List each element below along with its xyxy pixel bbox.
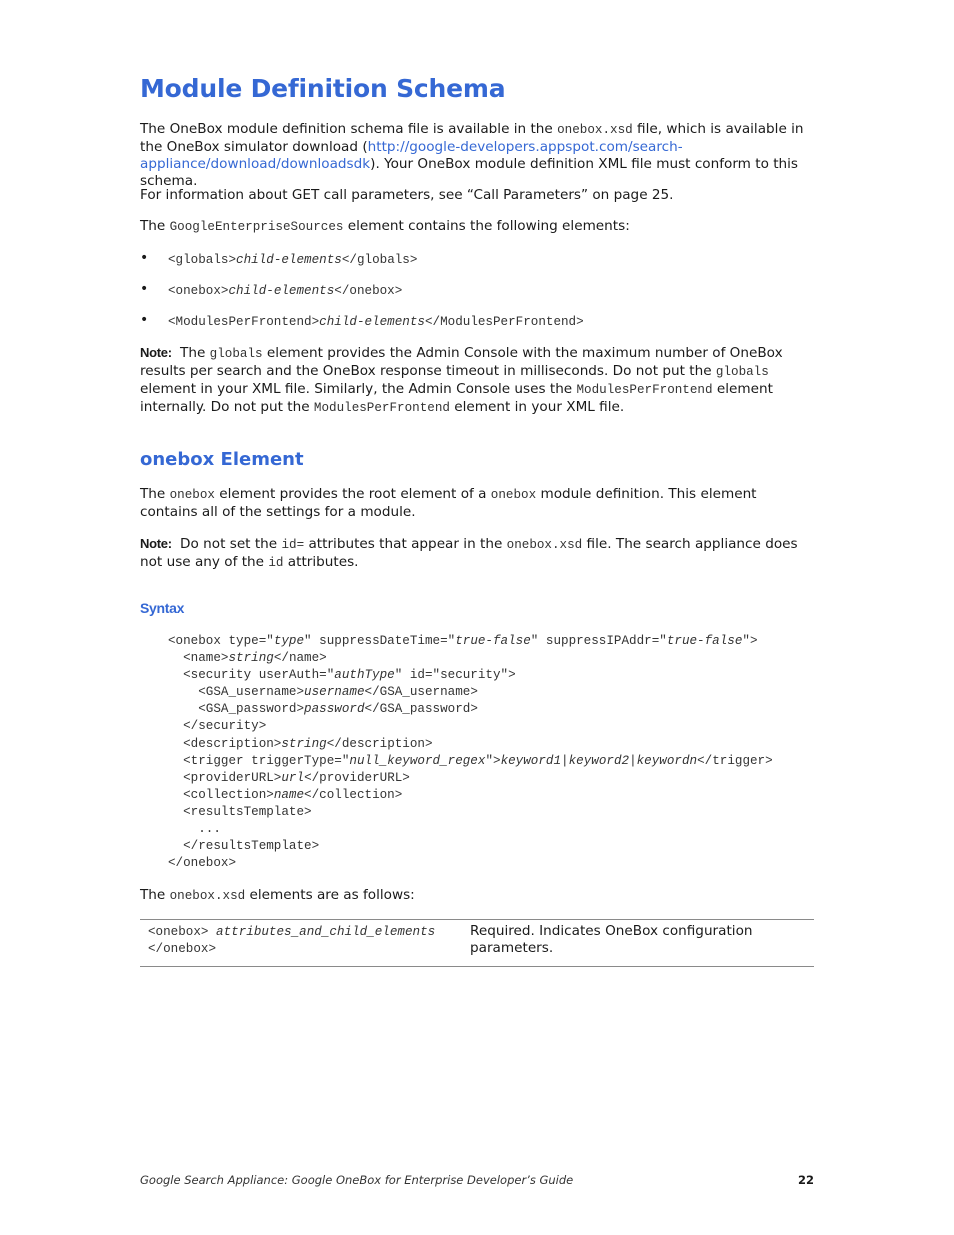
note-globals — [140, 344, 814, 417]
code-close-tag: </onebox> — [148, 942, 217, 956]
code-placeholder: attributes_and_child_elements — [216, 925, 436, 939]
code-placeholder: url — [281, 770, 305, 785]
code-line — [168, 702, 478, 716]
code-text: <onebox type=" — [168, 634, 274, 648]
code-placeholder: type — [273, 634, 305, 648]
code-placeholder: username — [304, 685, 365, 700]
code-text: ... — [168, 822, 221, 837]
code-line — [168, 856, 236, 870]
note-text: element internally. Do not put the — [140, 381, 773, 415]
note-text: attributes that appear in the — [304, 536, 507, 552]
code-line — [168, 685, 478, 699]
inline-code: onebox.xsd — [557, 123, 633, 137]
elements-intro-paragraph — [140, 218, 814, 236]
inline-code: globals — [209, 347, 263, 361]
code-open-tag: <globals> — [168, 253, 237, 267]
code-line — [168, 788, 402, 802]
code-open-tag: <ModulesPerFrontend> — [168, 315, 320, 329]
onebox-paragraph — [140, 486, 814, 521]
note-text: element in your XML file. Similarly, the Admin Console uses the — [140, 381, 577, 397]
section-heading: onebox Element — [140, 449, 304, 470]
code-line — [168, 839, 319, 853]
code-line — [168, 754, 773, 768]
text: module definition. This element contains all of the settings for a module. — [140, 486, 757, 520]
code-text: </providerURL> — [304, 770, 410, 785]
inline-code: onebox — [169, 488, 215, 502]
syntax-code-block — [168, 633, 773, 872]
code-open-tag: <onebox> — [148, 925, 217, 939]
text: The — [140, 887, 170, 903]
note-text: element provides the Admin Console with the maximum number of OneBox results per search and the OneBox response timeout in milliseconds. Do not put the — [140, 345, 783, 379]
code-text: </collection> — [304, 787, 403, 802]
code-line — [168, 634, 758, 648]
note-label: Note: — [140, 536, 172, 551]
code-text: <collection> — [168, 787, 274, 802]
inline-code: id= — [281, 538, 305, 552]
code-placeholder: keyword1 — [500, 753, 562, 768]
code-text: </security> — [168, 719, 267, 734]
code-placeholder: child-elements — [319, 315, 425, 329]
page-title: Module Definition Schema — [140, 74, 506, 103]
code-placeholder: true-false — [666, 634, 743, 648]
code-close-tag: </ModulesPerFrontend> — [424, 315, 584, 329]
note-id — [140, 535, 814, 572]
code-line — [168, 805, 312, 819]
code-text: </description> — [326, 736, 433, 751]
note-text: attributes. — [283, 554, 359, 570]
code-placeholder: keyword2 — [568, 753, 630, 768]
code-text: </name> — [273, 651, 327, 666]
table-cell-element — [148, 924, 466, 958]
inline-code: GoogleEnterpriseSources — [169, 220, 344, 234]
text: element contains the following elements: — [343, 218, 630, 234]
code-text: | — [629, 753, 637, 768]
code-placeholder: password — [304, 702, 365, 717]
code-line — [168, 651, 327, 665]
code-text: <name> — [168, 651, 229, 666]
code-text: </trigger> — [697, 753, 773, 768]
code-text: <security userAuth=" — [168, 668, 335, 683]
code-text: " id="security"> — [394, 668, 516, 683]
inline-code: onebox.xsd — [169, 889, 246, 903]
code-placeholder: authType — [334, 668, 395, 683]
code-placeholder: keywordn — [636, 753, 698, 768]
code-text: </GSA_username> — [364, 685, 478, 700]
code-placeholder: child-elements — [228, 284, 335, 298]
text: element provides the root element of a — [214, 486, 491, 502]
code-placeholder: string — [281, 736, 327, 751]
page-footer — [140, 1173, 814, 1187]
intro-text: The OneBox module definition schema file is available in the — [140, 121, 558, 137]
code-text: "> — [485, 753, 501, 768]
bullet-icon: • — [140, 250, 149, 266]
code-line — [168, 737, 433, 751]
intro-text: file, which is available in the OneBox simulator download ( — [140, 121, 804, 155]
table-cell-description: Required. Indicates OneBox configuration parameters. — [470, 923, 753, 956]
note-text: file. The search appliance does not use any of the — [140, 536, 798, 570]
inline-code: globals — [715, 365, 769, 379]
code-text: <providerURL> — [168, 770, 282, 785]
inline-code: onebox — [490, 488, 537, 502]
code-text: <resultsTemplate> — [168, 804, 312, 819]
note-text: Do not set the — [180, 536, 282, 552]
syntax-heading: Syntax — [140, 600, 185, 616]
intro-text: ). Your OneBox module definition XML file must conform to this schema. — [140, 156, 799, 189]
elements-paragraph — [140, 887, 814, 905]
elements-table — [140, 919, 814, 967]
code-close-tag: </globals> — [341, 253, 418, 267]
page-number: 22 — [797, 1173, 814, 1187]
note-text: The — [180, 345, 210, 361]
bullet-icon: • — [140, 281, 149, 297]
note-label: Note: — [140, 345, 172, 360]
inline-code: ModulesPerFrontend — [576, 383, 713, 397]
inline-code: id — [268, 556, 284, 570]
intro-paragraph — [140, 121, 814, 190]
code-text: </onebox> — [168, 856, 237, 871]
code-line — [168, 822, 221, 836]
code-placeholder: string — [228, 651, 274, 666]
inline-code: onebox.xsd — [506, 538, 583, 552]
inline-code: ModulesPerFrontend — [313, 401, 450, 415]
code-placeholder: true-false — [455, 634, 531, 648]
note-text: element in your XML file. — [449, 399, 625, 415]
code-text: " suppressDateTime=" — [304, 634, 456, 648]
code-placeholder: child-elements — [236, 253, 342, 267]
code-text: <trigger triggerType=" — [168, 753, 350, 768]
code-text: | — [561, 753, 569, 768]
code-open-tag: <onebox> — [168, 284, 229, 298]
code-placeholder: name — [273, 787, 305, 802]
code-text: " suppressIPAddr=" — [530, 634, 667, 648]
text: elements are as follows: — [245, 887, 415, 903]
code-line — [168, 719, 266, 733]
text: The — [140, 218, 170, 234]
text: The — [140, 486, 170, 502]
code-text: "> — [742, 634, 758, 648]
bullet-icon: • — [140, 312, 149, 328]
code-close-tag: </onebox> — [334, 284, 403, 298]
code-line — [168, 771, 410, 785]
code-text: </GSA_password> — [364, 702, 478, 717]
code-text: <GSA_username> — [168, 685, 305, 700]
get-params-paragraph: For information about GET call parameters, see “Call Parameters” on page 25. — [140, 187, 674, 203]
code-placeholder: null_keyword_regex — [349, 753, 486, 768]
code-text: </resultsTemplate> — [168, 839, 320, 854]
code-text: <GSA_password> — [168, 702, 305, 717]
code-line — [168, 668, 516, 682]
footer-title: Google Search Appliance: Google OneBox for Enterprise Developer’s Guide — [140, 1173, 574, 1187]
sdk-download-link[interactable]: http://google-developers.appspot.com/search-appliance/download/downloadsdk — [140, 139, 683, 172]
code-text: <description> — [168, 736, 282, 751]
